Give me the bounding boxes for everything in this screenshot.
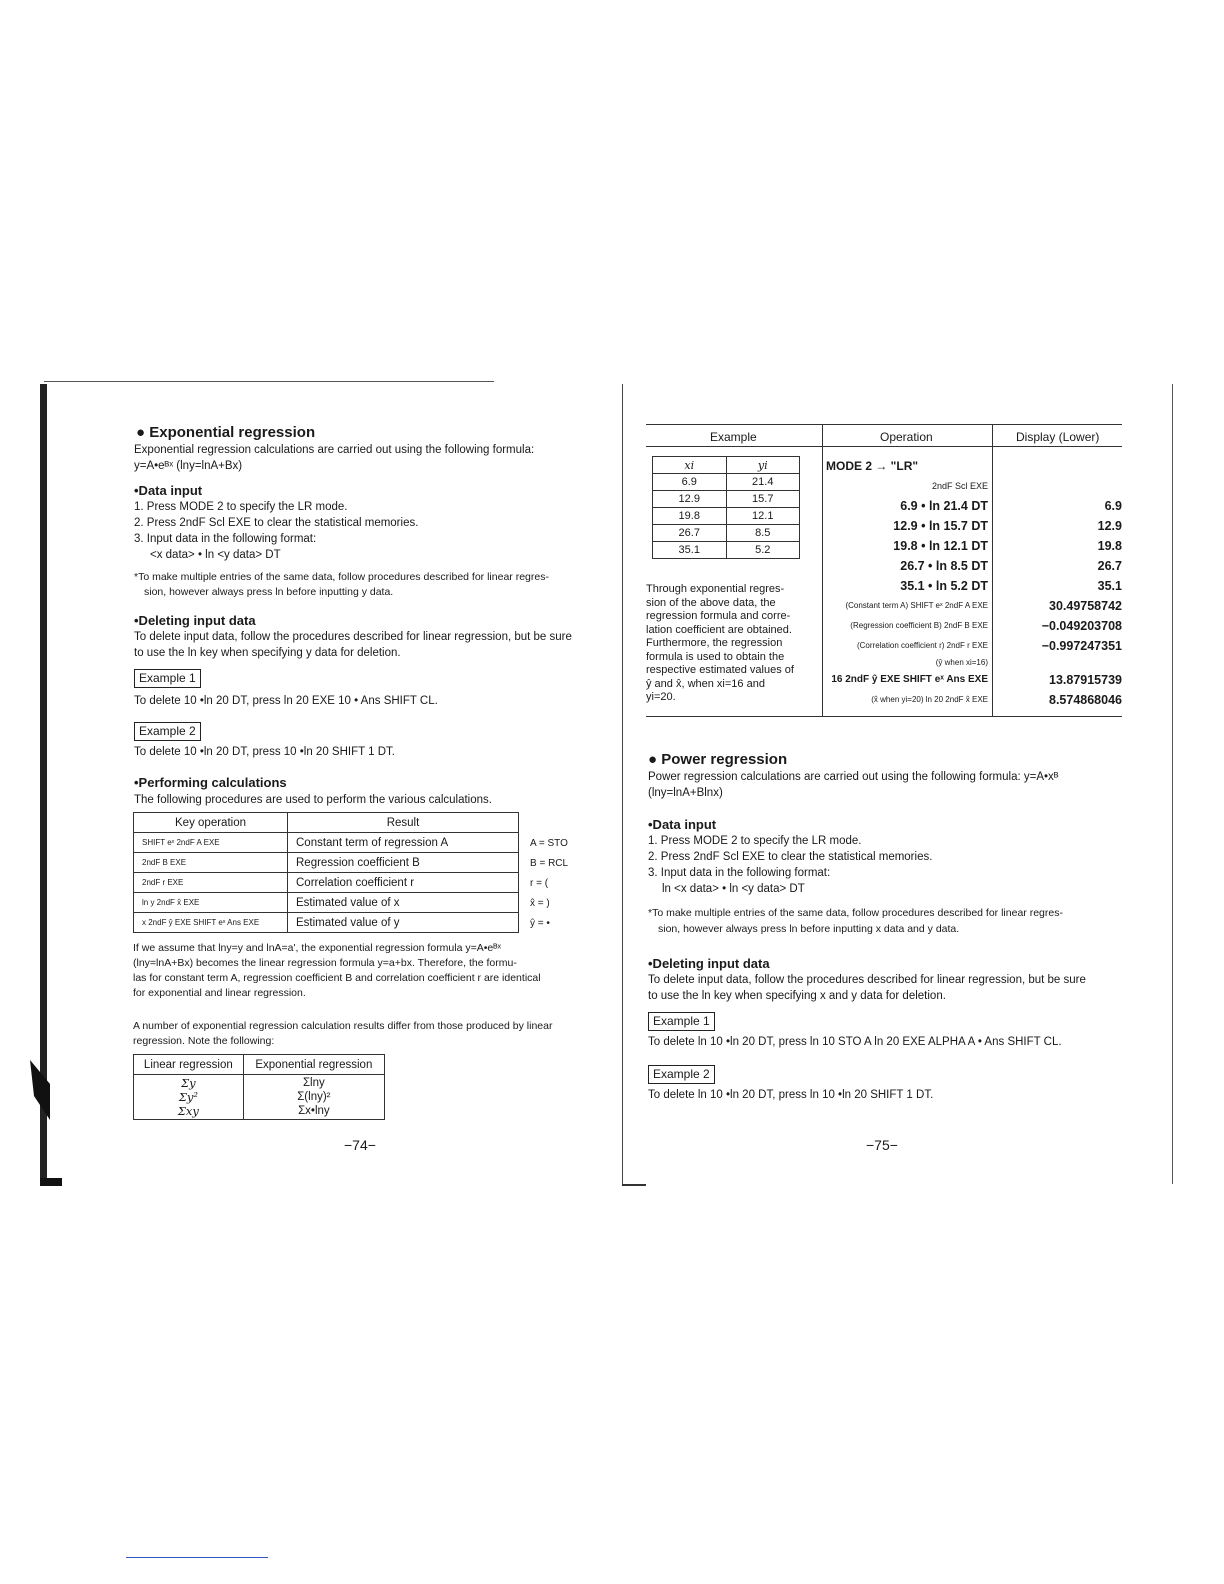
description-line: formula is used to obtain the <box>646 650 785 663</box>
description-line: Furthermore, the regression <box>646 637 783 649</box>
op-constant-term: (Constant term A) SHIFT eˣ 2ndF A EXE <box>845 601 988 610</box>
table-top-rule <box>646 424 1122 425</box>
table-row <box>653 542 800 559</box>
description-line: respective estimated values of <box>646 664 794 676</box>
op-estimate-note: (ŷ when xi=16) <box>935 658 988 667</box>
key-op-cell: 2ndF r EXE <box>134 873 288 893</box>
paragraph-line: for exponential and linear regression. <box>133 987 306 999</box>
example-1-text: To delete 10 •ln 20 DT, press ln 20 EXE 10 • Ans SHIFT CL. <box>134 695 438 707</box>
data-input-format-right: ln <x data> • ln <y data> DT <box>662 883 805 895</box>
paragraph-line: regression. Note the following: <box>133 1035 275 1047</box>
display-value <box>998 456 1122 476</box>
op-step: 6.9 • ln 21.4 DT <box>900 499 988 513</box>
memory-eq: r = ( <box>530 878 549 889</box>
deleting-line-1: To delete input data, follow the procedures described for linear regression, but be sure <box>134 631 572 643</box>
op-estimate-x: (x̂ when yi=20) ln 20 2ndF x̂ EXE <box>871 695 988 704</box>
display-value: 6.9 <box>1104 499 1122 513</box>
sum-item: Σ(lny)² <box>297 1091 331 1103</box>
performing-heading: •Performing calculations <box>134 775 287 790</box>
example-1-label-right: Example 1 <box>648 1012 715 1031</box>
memory-eq: A = STO <box>530 838 568 849</box>
table-row <box>134 1075 385 1120</box>
key-op-cell: x 2ndF ŷ EXE SHIFT eˣ Ans EXE <box>134 913 288 933</box>
key-operation-table <box>133 812 519 933</box>
data-input-step2: 2. Press 2ndF Scl EXE to clear the statistical memories. <box>134 517 419 529</box>
memory-eq: ŷ = • <box>530 918 550 929</box>
intro-formula: y=A•eᴮˣ (lny=lnA+Bx) <box>134 460 243 472</box>
op-step: 19.8 • ln 12.1 DT <box>893 539 988 553</box>
data-input-step1: 1. Press MODE 2 to specify the LR mode. <box>134 501 348 513</box>
example-description <box>646 583 822 705</box>
table-row <box>134 833 519 853</box>
col-result: Result <box>288 813 519 833</box>
table-header-row <box>653 457 800 474</box>
page-number-right: −75− <box>866 1137 898 1153</box>
data-input-note-1-right: *To make multiple entries of the same data, follow procedures described for linear regres- <box>648 907 1063 919</box>
op-correlation-coef: (Correlation coefficient r) 2ndF r EXE <box>856 641 988 650</box>
table-row <box>653 508 800 525</box>
table-row <box>134 913 519 933</box>
data-input-heading-right: •Data input <box>648 817 717 832</box>
memory-eq: B = RCL <box>530 858 569 869</box>
sum-item: Σxy <box>177 1104 199 1118</box>
page-number-left: −74− <box>344 1137 376 1153</box>
op-mode: MODE 2 → "LR" <box>826 459 919 473</box>
comparison-table <box>133 1054 385 1120</box>
data-input-heading: •Data input <box>134 483 203 498</box>
data-input-note-1: *To make multiple entries of the same data, follow procedures described for linear regres- <box>134 571 549 583</box>
description-line: regression formula and corre- <box>646 610 791 622</box>
table-row <box>134 873 519 893</box>
exponential-sums <box>243 1075 384 1120</box>
yi-header: yi <box>726 457 800 474</box>
deleting-line-2: to use the ln key when specifying y data for deletion. <box>134 647 401 659</box>
deleting-line-1-right: To delete input data, follow the procedures described for linear regression, but be sure <box>648 974 1086 986</box>
display-value: 8.574868046 <box>1049 693 1122 707</box>
table-divider-2 <box>992 424 993 716</box>
op-estimate-y: 16 2ndF ŷ EXE SHIFT eˣ Ans EXE <box>831 674 988 685</box>
xi-value: 35.1 <box>653 542 727 559</box>
example-2-label-right: Example 2 <box>648 1065 715 1084</box>
example-2-text-right: To delete ln 10 •ln 20 DT, press ln 10 •ln 20 SHIFT 1 DT. <box>648 1089 934 1101</box>
description-line: Through exponential regres- <box>646 583 785 595</box>
display-value: 12.9 <box>1097 519 1122 533</box>
right-page <box>612 0 1224 1584</box>
sum-item: Σx•lny <box>298 1105 330 1117</box>
table-row <box>653 474 800 491</box>
display-value: 13.87915739 <box>1049 673 1122 687</box>
result-cell: Correlation coefficient r <box>288 873 519 893</box>
yi-value: 12.1 <box>726 508 800 525</box>
intro-line-1: Exponential regression calculations are carried out using the following formula: <box>134 444 535 456</box>
col-example: Example <box>710 430 757 444</box>
display-value: 19.8 <box>1097 539 1122 553</box>
display-value: −0.049203708 <box>1041 619 1122 633</box>
col-display: Display (Lower) <box>1016 430 1100 444</box>
xi-yi-table <box>652 456 800 559</box>
example-2-text: To delete 10 •ln 20 DT, press 10 •ln 20 SHIFT 1 DT. <box>134 746 395 758</box>
display-column <box>998 456 1122 710</box>
table-bottom-rule <box>646 716 1122 717</box>
yi-value: 8.5 <box>726 525 800 542</box>
table-row <box>653 525 800 542</box>
section-title-exponential: ● Exponential regression <box>136 424 316 441</box>
display-value: 35.1 <box>1097 579 1122 593</box>
key-op-cell: ln y 2ndF x̂ EXE <box>134 893 288 913</box>
description-line: ŷ and x̂, when xi=16 and <box>646 677 765 690</box>
xi-value: 26.7 <box>653 525 727 542</box>
description-line: yi=20. <box>646 691 676 703</box>
explanation-paragraph <box>133 941 613 1001</box>
section-title-power: ● Power regression <box>648 751 788 768</box>
example-1-text-right: To delete ln 10 •ln 20 DT, press ln 10 STO A ln 20 EXE ALPHA A • Ans SHIFT CL. <box>648 1036 1062 1048</box>
col-key-operation: Key operation <box>134 813 288 833</box>
display-value: −0.997247351 <box>1041 639 1122 653</box>
op-step: 12.9 • ln 15.7 DT <box>893 519 988 533</box>
example-1-label: Example 1 <box>134 669 201 688</box>
yi-value: 5.2 <box>726 542 800 559</box>
linear-sums <box>134 1075 244 1120</box>
yi-value: 15.7 <box>726 491 800 508</box>
xi-value: 19.8 <box>653 508 727 525</box>
table-header-rule <box>646 446 1122 447</box>
power-intro-2: (lny=lnA+Blnx) <box>648 787 723 799</box>
op-clear: 2ndF Scl EXE <box>931 481 988 491</box>
col-operation: Operation <box>880 430 933 444</box>
deleting-line-2-right: to use the ln key when specifying x and y data for deletion. <box>648 990 946 1002</box>
col-exponential: Exponential regression <box>243 1055 384 1075</box>
xi-header: xi <box>653 457 727 474</box>
sum-item: Σlny <box>302 1077 325 1089</box>
op-step: 26.7 • ln 8.5 DT <box>900 559 988 573</box>
paragraph-line: (lny=lnA+Bx) becomes the linear regression formula y=a+bx. Therefore, the formu- <box>133 957 517 969</box>
table-row <box>653 491 800 508</box>
description-line: lation coefficient are obtained. <box>646 623 792 636</box>
op-regression-coef: (Regression coefficient B) 2ndF B EXE <box>850 621 988 630</box>
table-row <box>134 853 519 873</box>
data-input-step3-right: 3. Input data in the following format: <box>648 867 831 879</box>
data-input-step2-right: 2. Press 2ndF Scl EXE to clear the statistical memories. <box>648 851 933 863</box>
display-value <box>998 476 1122 496</box>
sum-item: Σy <box>181 1076 196 1090</box>
data-input-step3: 3. Input data in the following format: <box>134 533 317 545</box>
display-value: 30.49758742 <box>1049 599 1122 613</box>
display-value: 26.7 <box>1097 559 1122 573</box>
table-divider-1 <box>822 424 823 716</box>
op-step: 35.1 • ln 5.2 DT <box>900 579 988 593</box>
xi-value: 6.9 <box>653 474 727 491</box>
paragraph-line: If we assume that lny=y and lnA=a', the exponential regression formula y=A•eᴮˣ <box>133 942 502 954</box>
yi-value: 21.4 <box>726 474 800 491</box>
data-input-note-2-right: sion, however always press ln before inputting x data and y data. <box>658 923 960 935</box>
result-cell: Estimated value of x <box>288 893 519 913</box>
power-intro-1: Power regression calculations are carried out using the following formula: y=A•xᴮ <box>648 771 1059 783</box>
differences-paragraph <box>133 1019 613 1049</box>
table-header-row <box>134 1055 385 1075</box>
col-linear: Linear regression <box>134 1055 244 1075</box>
description-line: sion of the above data, the <box>646 596 776 609</box>
data-input-step1-right: 1. Press MODE 2 to specify the LR mode. <box>648 835 862 847</box>
deleting-heading: •Deleting input data <box>134 613 256 628</box>
key-op-cell: SHIFT eˣ 2ndF A EXE <box>134 833 288 853</box>
result-cell: Regression coefficient B <box>288 853 519 873</box>
display-value <box>998 656 1122 670</box>
example-2-label: Example 2 <box>134 722 201 741</box>
deleting-heading-right: •Deleting input data <box>648 956 770 971</box>
memory-eq: x̂ = ) <box>530 898 550 909</box>
data-input-format: <x data> • ln <y data> DT <box>150 549 281 561</box>
paragraph-line: A number of exponential regression calculation results differ from those produced by linear <box>133 1020 553 1032</box>
performing-line: The following procedures are used to perform the various calculations. <box>134 794 492 806</box>
key-op-cell: 2ndF B EXE <box>134 853 288 873</box>
xi-value: 12.9 <box>653 491 727 508</box>
paragraph-line: las for constant term A, regression coefficient B and correlation coefficient r are identical <box>133 972 541 984</box>
table-row <box>134 893 519 913</box>
section-title-text: Exponential regression <box>149 424 316 441</box>
sum-item: Σy² <box>178 1090 198 1104</box>
data-input-note-2: sion, however always press ln before inputting y data. <box>144 586 394 598</box>
result-cell: Estimated value of y <box>288 913 519 933</box>
table-header-row <box>134 813 519 833</box>
memory-equivalents <box>530 834 568 934</box>
operation-column <box>826 456 988 710</box>
result-cell: Constant term of regression A <box>288 833 519 853</box>
section-title-text: Power regression <box>661 751 788 768</box>
